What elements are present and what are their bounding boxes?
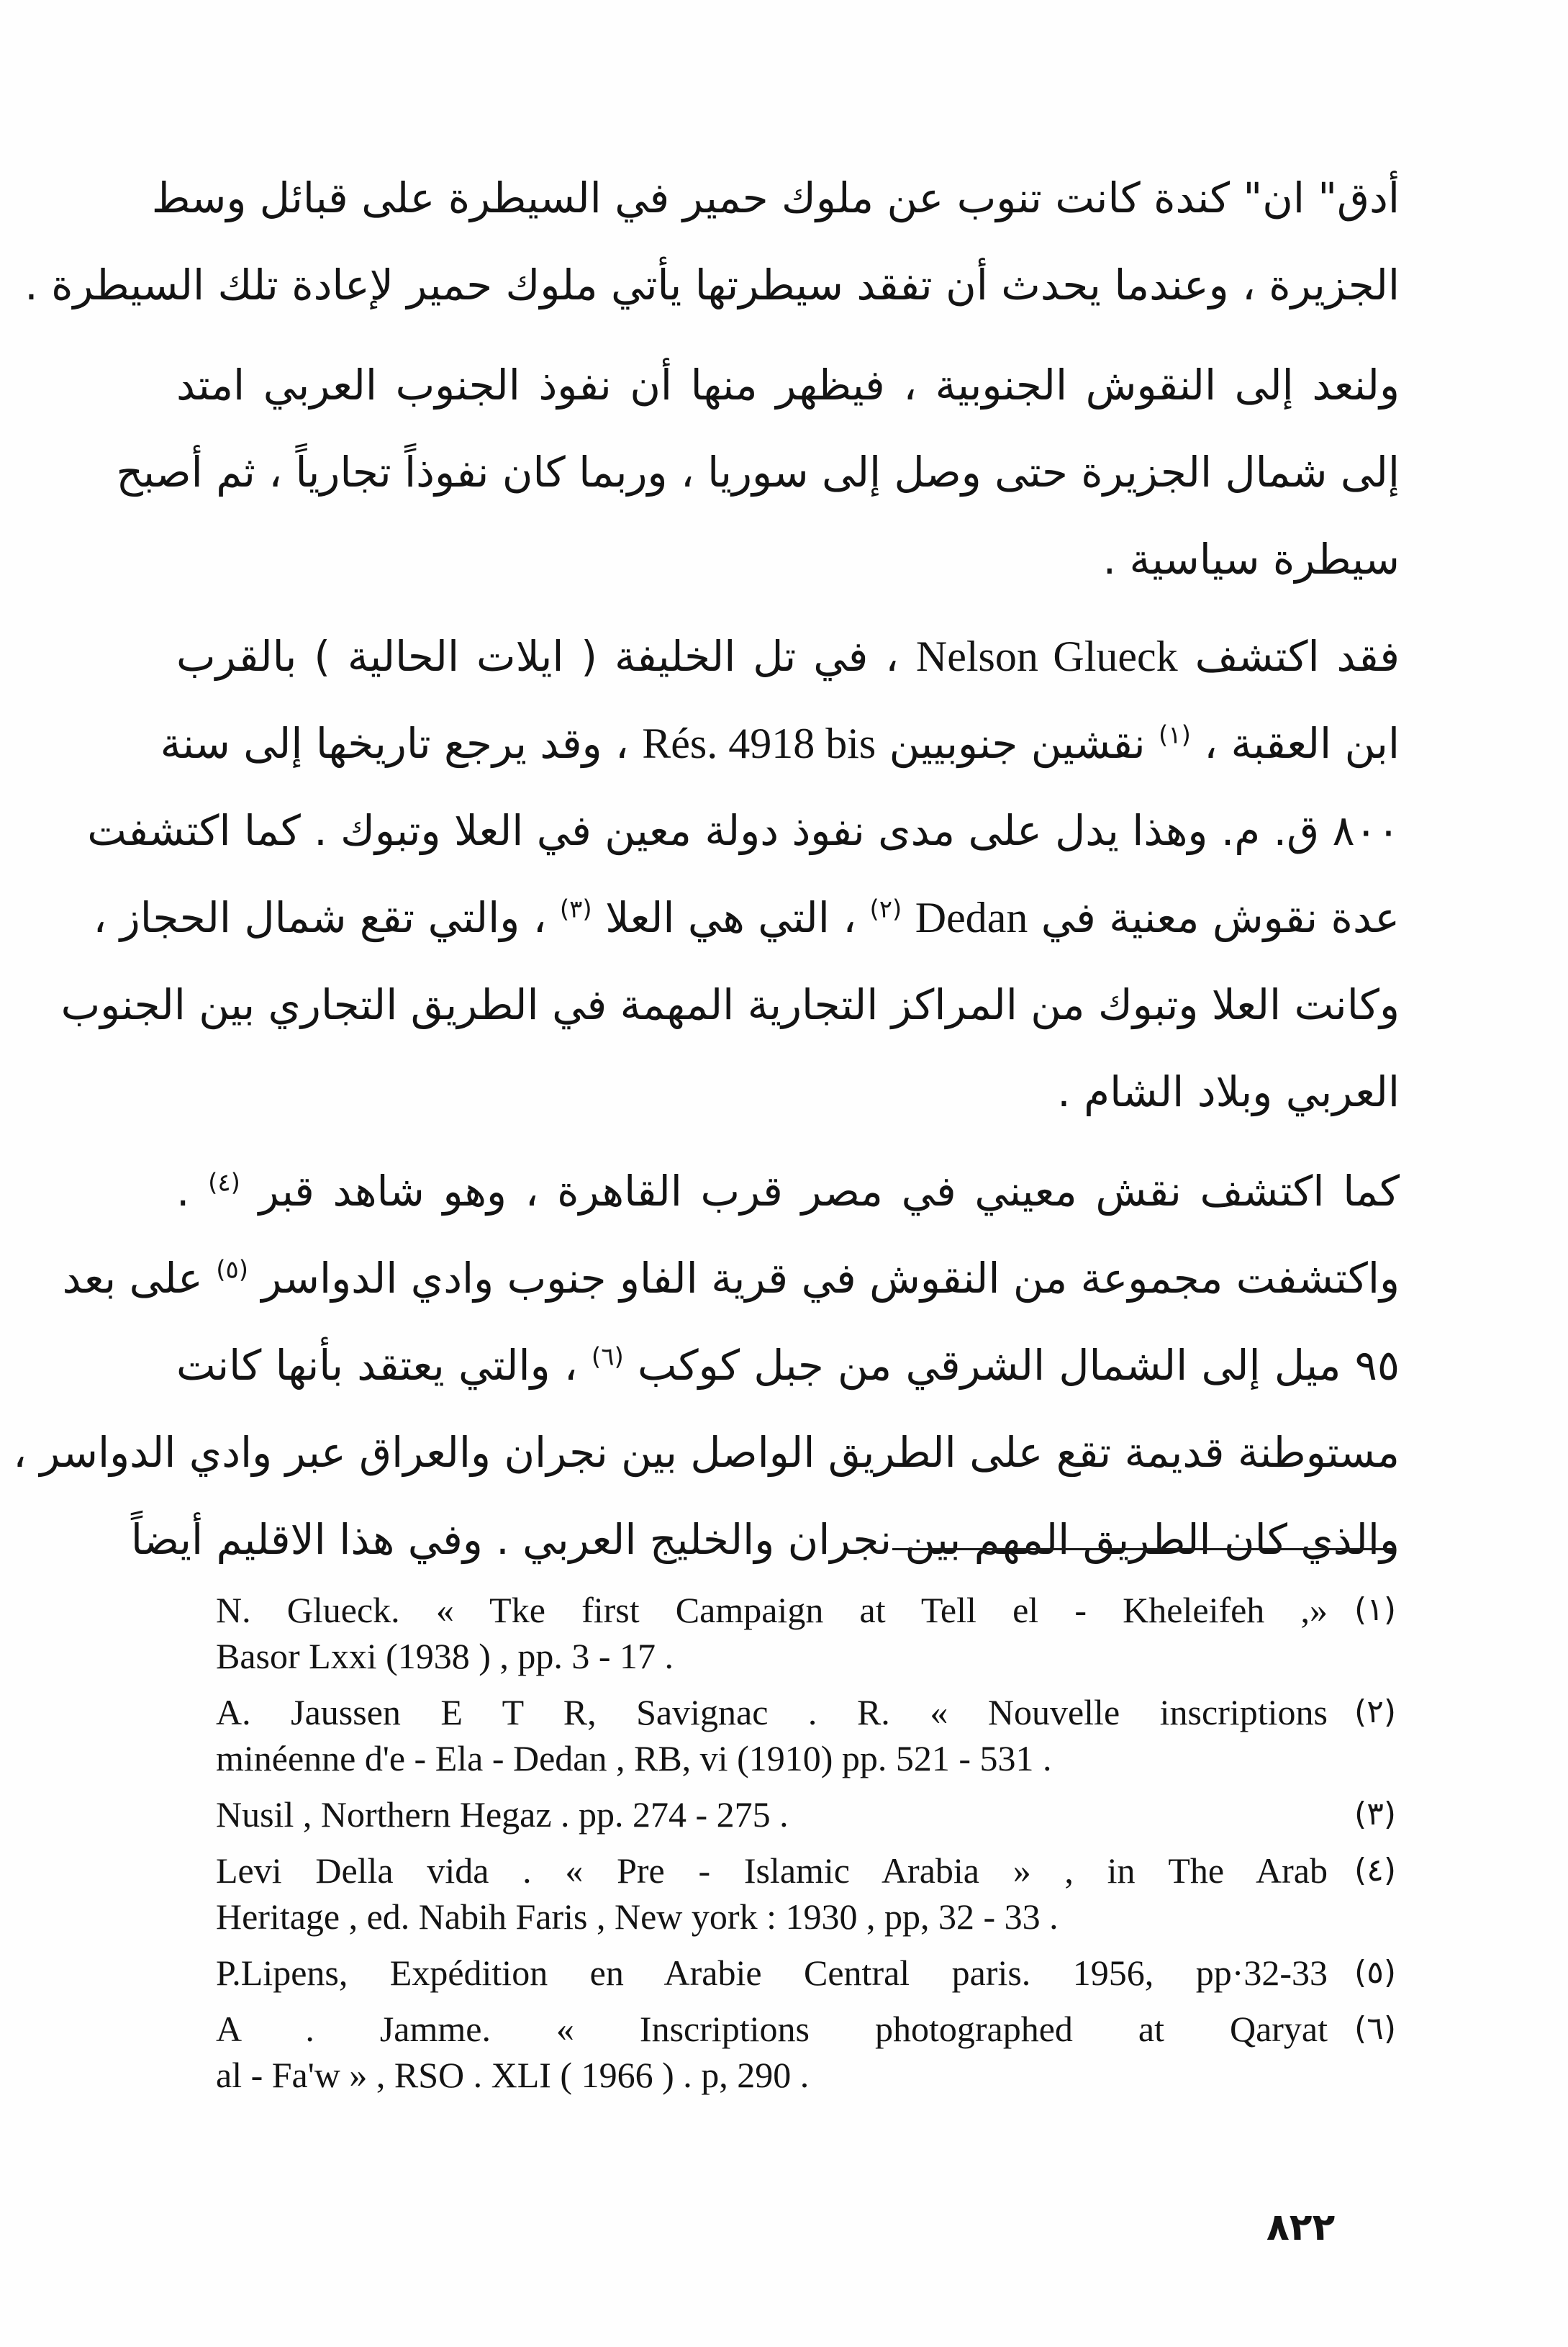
text-segment: عدة نقوش معنية في — [1041, 893, 1400, 942]
page-number: ٨٢٢ — [1266, 2206, 1336, 2249]
footnote — [216, 1587, 1396, 1679]
text-line: مستوطنة قديمة تقع على الطريق الواصل بين نجران والعراق عبر وادي الدواسر ، — [13, 1428, 1400, 1477]
text-segment: ، في تل الخليفة ( ايلات الحالية ) بالقرب — [176, 632, 899, 681]
footnote — [216, 1791, 1396, 1837]
text-line: أدق" ان" كندة كانت تنوب عن ملوك حمير في السيطرة على قبائل وسط — [151, 173, 1400, 222]
paragraph-1 — [24, 155, 1400, 329]
text-line — [176, 1322, 1400, 1409]
footnote-number: (٥) — [1354, 1954, 1396, 1991]
text-segment: ، وقد يرجع تاريخها إلى سنة — [160, 719, 629, 768]
footnote-line: Nusil , Northern Hegaz . pp. 274 - 275 . — [216, 1794, 789, 1835]
text-segment: ، التي هي العلا — [605, 893, 857, 942]
footnote-ref[interactable]: (٣) — [559, 895, 592, 924]
paragraph-2 — [116, 342, 1400, 603]
footnote-ref[interactable]: (٥) — [216, 1255, 248, 1285]
text-line — [160, 700, 1400, 787]
footnote-number: (٤) — [1354, 1852, 1396, 1889]
footnote-ref[interactable]: (٦) — [591, 1342, 624, 1372]
text-segment: ابن العقبة ، — [1204, 719, 1400, 768]
footnote-line: Heritage , ed. Nabih Faris , New york : 1930 , pp, 32 - 33 . — [216, 1896, 1059, 1937]
footnote — [216, 2006, 1396, 2098]
footnote-ref[interactable]: (٢) — [869, 895, 902, 924]
text-line: والذي كان الطريق المهم بين نجران والخليج العربي . وفي هذا الاقليم أيضاً — [130, 1515, 1400, 1564]
text-line — [93, 874, 1400, 962]
footnote-ref[interactable]: (١) — [1159, 720, 1191, 750]
text-line: ٨٠٠ ق. م. وهذا يدل على مدى نفوذ دولة معين في العلا وتبوك . كما اكتشفت — [87, 806, 1400, 855]
footnote-number: (٢) — [1354, 1693, 1396, 1730]
footnote — [216, 1689, 1396, 1781]
footnote-line: A. Jaussen E T R, Savignac . R. « Nouvelle inscriptions — [216, 1692, 1328, 1732]
footnote — [216, 1950, 1396, 1996]
text-line: العربي وبلاد الشام . — [1057, 1067, 1400, 1116]
footnote-number: (٦) — [1354, 2010, 1396, 2047]
footnote-line: Basor Lxxi (1938 ) , pp. 3 - 17 . — [216, 1636, 674, 1676]
latin-name: Dedan — [915, 894, 1028, 941]
footnote-number: (٣) — [1354, 1796, 1396, 1832]
text-line: وكانت العلا وتبوك من المراكز التجارية المهمة في الطريق التجاري بين الجنوب — [60, 980, 1400, 1029]
text-line — [176, 613, 1400, 700]
text-line: ولنعد إلى النقوش الجنوبية ، فيظهر منها أن نفوذ الجنوب العربي امتد — [176, 361, 1400, 410]
latin-reference: Rés. 4918 bis — [642, 720, 876, 767]
text-line — [176, 1148, 1400, 1235]
footnote-ref[interactable]: (٤) — [208, 1168, 240, 1198]
text-segment: نقشين جنوبيين — [889, 719, 1146, 768]
latin-name: Nelson Glueck — [915, 633, 1178, 680]
text-line: إلى شمال الجزيرة حتى وصل إلى سوريا ، وربما كان نفوذاً تجارياً ، ثم أصبح — [116, 448, 1400, 497]
footnotes — [216, 1587, 1396, 2108]
text-segment: . — [176, 1167, 190, 1216]
text-segment: فقد اكتشف — [1195, 632, 1400, 681]
footnote-line: al - Fa'w » , RSO . XLI ( 1966 ) . p, 290 . — [216, 2055, 810, 2095]
footnote-line: Levi Della vida . « Pre - Islamic Arabia » , in The Arab — [216, 1850, 1328, 1891]
footnote — [216, 1848, 1396, 1940]
text-line — [62, 1235, 1400, 1322]
paragraph-3 — [60, 613, 1400, 1136]
footnote-separator — [892, 1548, 1396, 1550]
text-line: سيطرة سياسية . — [1102, 535, 1400, 584]
text-segment: على بعد — [62, 1254, 203, 1303]
text-segment: كما اكتشف نقش معيني في مصر قرب القاهرة ، وهو شاهد قبر — [258, 1167, 1400, 1216]
footnote-line: P.Lipens, Expédition en Arabie Central paris. 1956, pp·32-33 — [216, 1953, 1328, 1993]
footnote-line: N. Glueck. « Tke first Campaign at Tell el - Kheleifeh ,» — [216, 1590, 1328, 1630]
footnote-line: A . Jamme. « Inscriptions photographed at Qaryat — [216, 2009, 1328, 2049]
text-segment: ، والتي يعتقد بأنها كانت — [176, 1341, 578, 1390]
text-segment: ٩٥ ميل إلى الشمال الشرقي من جبل كوكب — [638, 1341, 1400, 1390]
text-segment: ، والتي تقع شمال الحجاز ، — [93, 893, 547, 942]
footnote-number: (١) — [1354, 1591, 1396, 1628]
footnote-line: minéenne d'e - Ela - Dedan , RB, vi (1910) pp. 521 - 531 . — [216, 1738, 1052, 1778]
text-line: الجزيرة ، وعندما يحدث أن تفقد سيطرتها يأتي ملوك حمير لإعادة تلك السيطرة . — [24, 261, 1400, 309]
text-segment: واكتشفت مجموعة من النقوش في قرية الفاو جنوب وادي الدواسر — [261, 1254, 1400, 1303]
paragraph-4 — [13, 1148, 1400, 1583]
